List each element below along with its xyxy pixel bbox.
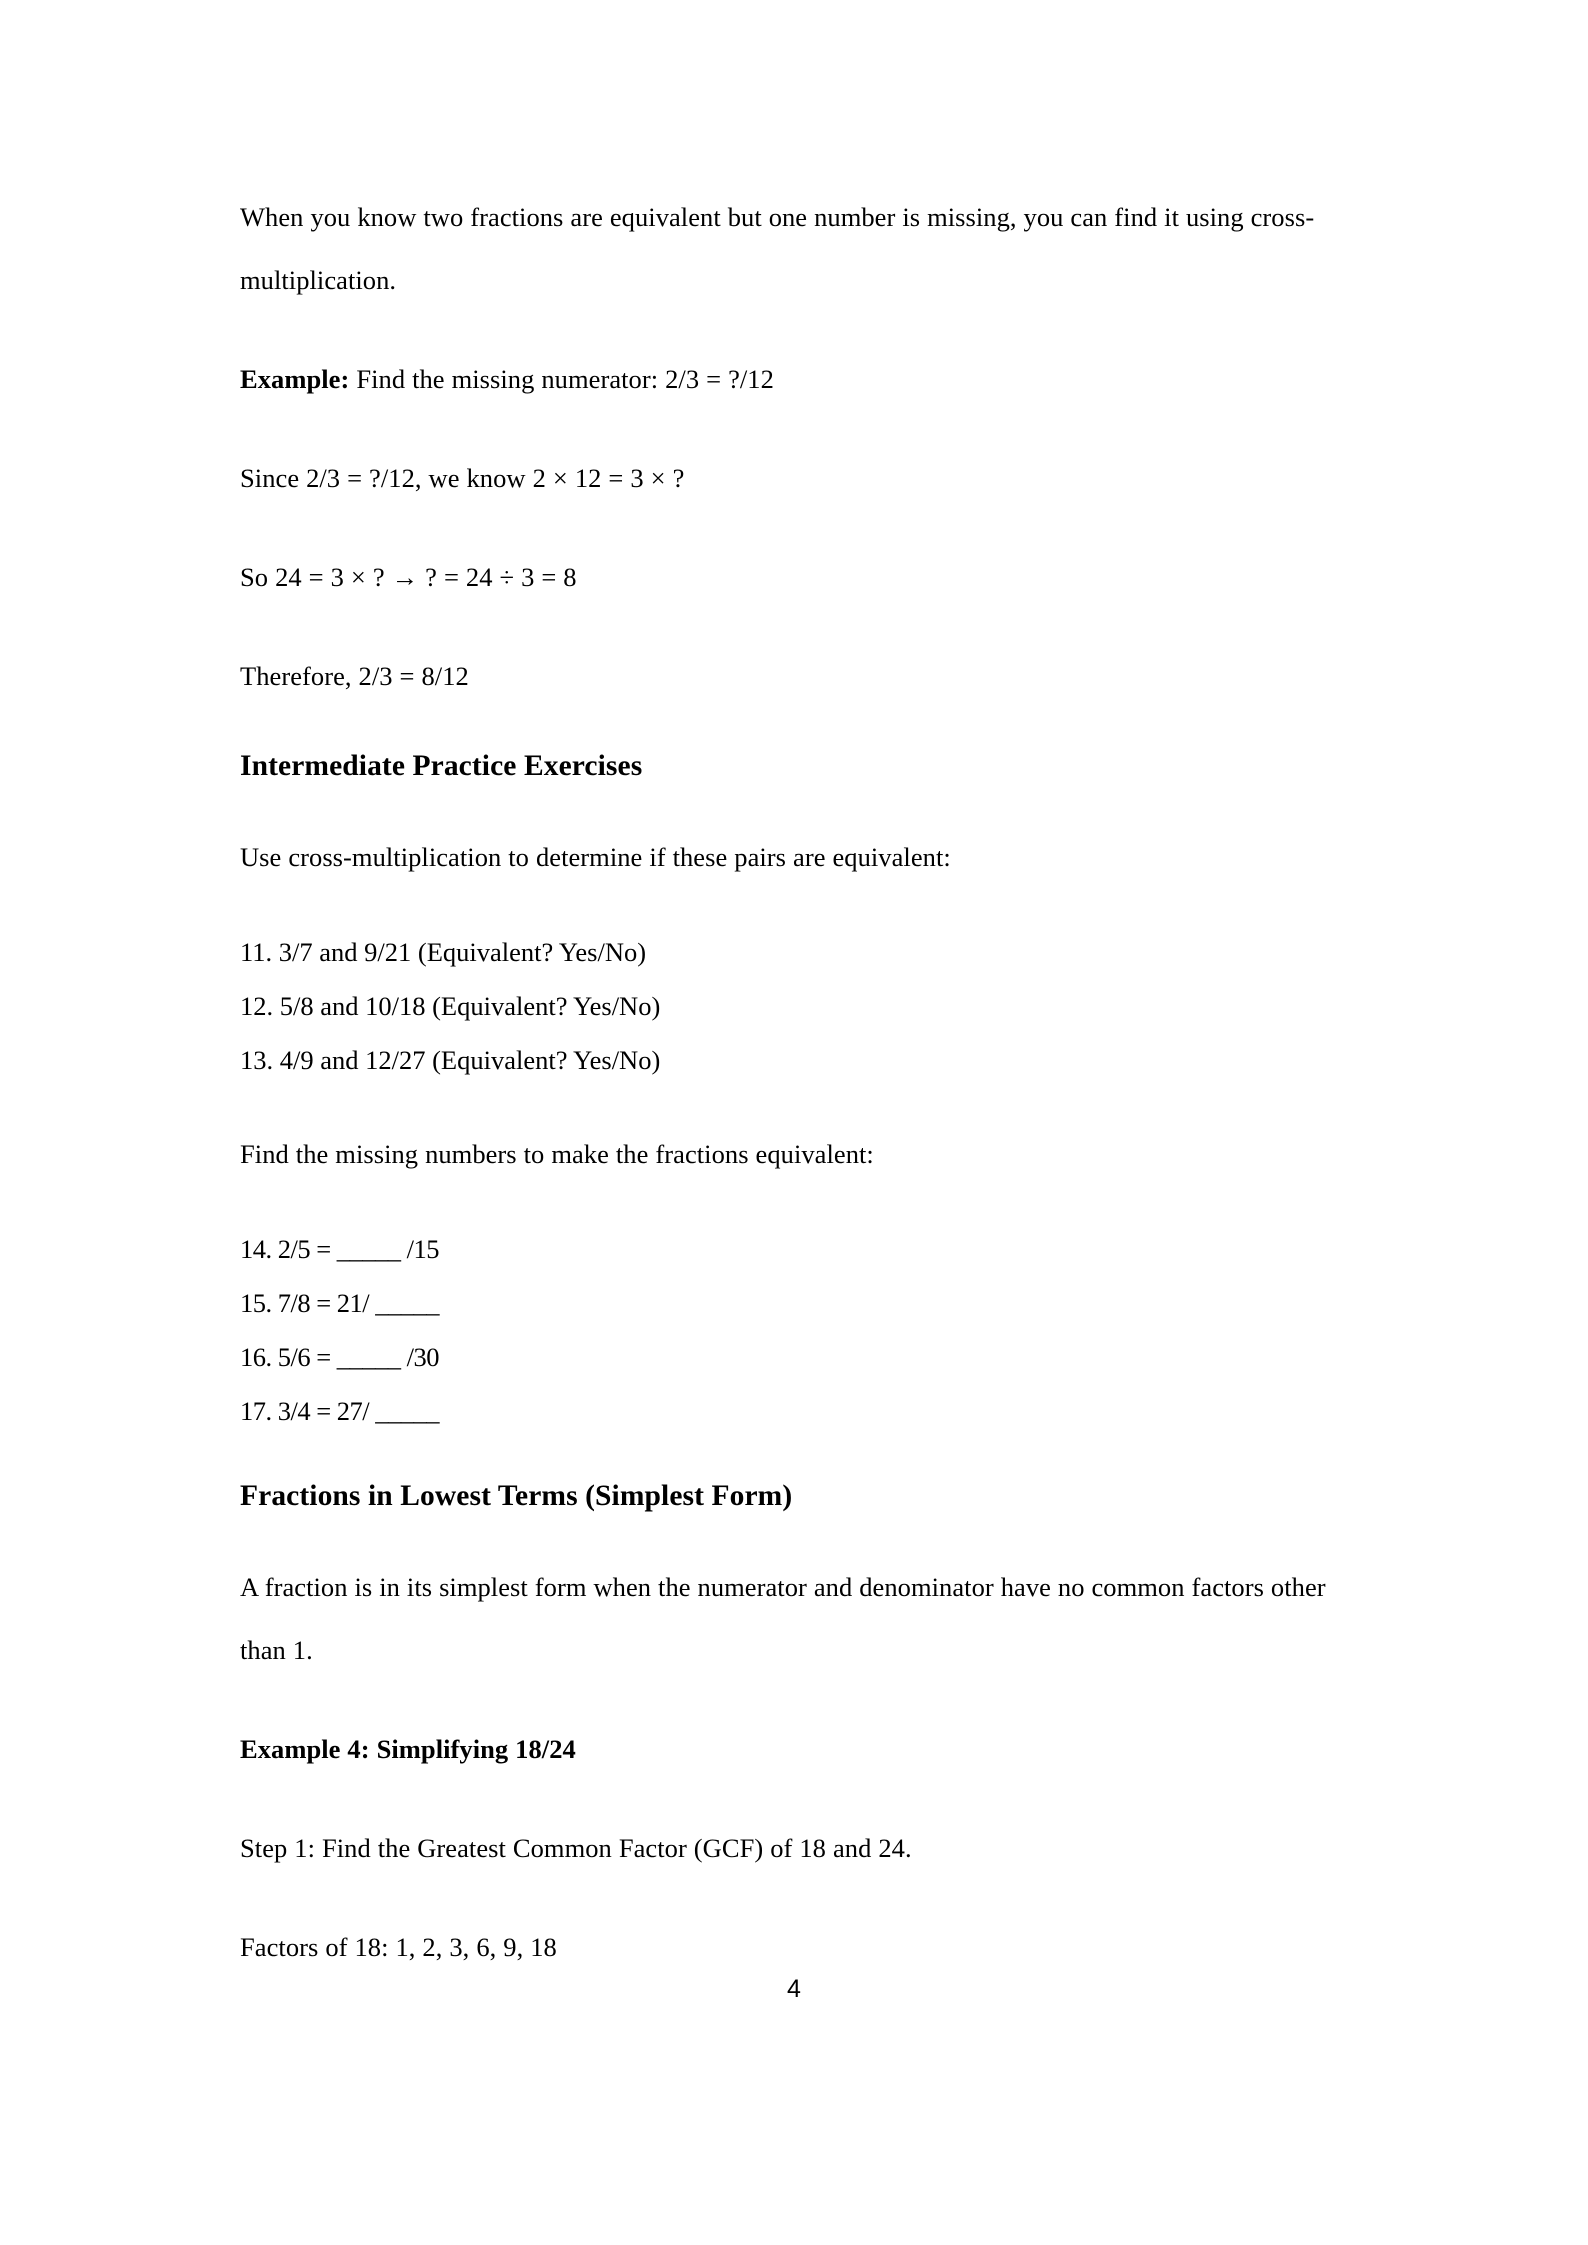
intro-paragraph: When you know two fractions are equivalent but one number is missing, you can find it using cross-multiplication. (240, 202, 1315, 295)
lowest-terms-heading: Fractions in Lowest Terms (Simplest Form) (240, 1480, 793, 1512)
so-line: So 24 = 3 × ? → ? = 24 ÷ 3 = 8 (240, 562, 577, 592)
list-item: 14. 2/5 = _____ /15 (240, 1234, 440, 1264)
instruction-missing-numbers: Find the missing numbers to make the fractions equivalent: (240, 1139, 874, 1169)
page-content (240, 186, 1346, 2015)
simplest-form-definition: A fraction is in its simplest form when the numerator and denominator have no common factors other than 1. (240, 1572, 1326, 1665)
missing-number-exercise-list (240, 1222, 1346, 1438)
list-item: 15. 7/8 = 21/ _____ (240, 1288, 440, 1318)
list-item: 11. 3/7 and 9/21 (Equivalent? Yes/No) (240, 937, 647, 967)
instruction-cross-multiplication: Use cross-multiplication to determine if these pairs are equivalent: (240, 842, 951, 872)
example-text: Find the missing numerator: 2/3 = ?/12 (349, 364, 774, 394)
example-label: Example: (240, 364, 350, 394)
list-item: 16. 5/6 = _____ /30 (240, 1342, 440, 1372)
therefore-line: Therefore, 2/3 = 8/12 (240, 661, 469, 691)
step-1-line: Step 1: Find the Greatest Common Factor (GCF) of 18 and 24. (240, 1833, 912, 1863)
page-number: 4 (787, 1975, 801, 2003)
equivalence-exercise-list (240, 925, 1346, 1087)
example-4-label: Example 4: Simplifying 18/24 (240, 1734, 576, 1764)
example-4-heading (240, 1718, 1346, 1781)
list-item: 12. 5/8 and 10/18 (Equivalent? Yes/No) (240, 991, 661, 1021)
intermediate-practice-heading: Intermediate Practice Exercises (240, 750, 643, 782)
list-item: 13. 4/9 and 12/27 (Equivalent? Yes/No) (240, 1045, 661, 1075)
list-item: 17. 3/4 = 27/ _____ (240, 1396, 440, 1426)
since-line: Since 2/3 = ?/12, we know 2 × 12 = 3 × ? (240, 463, 685, 493)
factors-of-18-line: Factors of 18: 1, 2, 3, 6, 9, 18 (240, 1932, 557, 1962)
example-line (240, 348, 1346, 411)
